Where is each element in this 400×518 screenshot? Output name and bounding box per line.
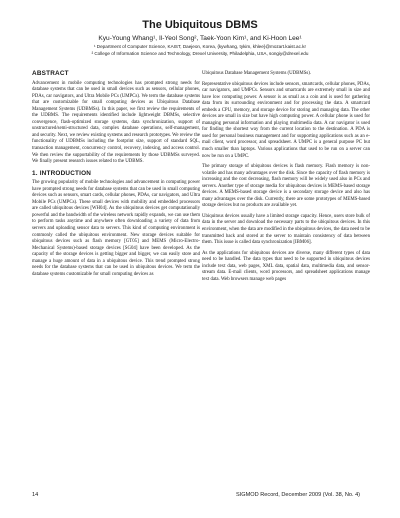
- author-list: Kyu-Young Whang¹, Il-Yeol Song², Taek-Yoon Kim¹, and Ki-Hoon Lee¹: [98, 35, 302, 42]
- affiliation-1: ¹ Department of Computer Science, KAIST, Daejeon, Korea, {kywhang, tykim, khlee}@mozart.kaist.ac.kr: [94, 44, 306, 49]
- journal-footer: SIGMOD Record, December 2009 (Vol. 38, No. 4): [236, 492, 361, 498]
- paragraph-udbms-term: Ubiquitous Database Management Systems (UDBMSs).: [202, 71, 312, 76]
- paragraph-flash-memory: The primary storage of ubiquitous devices is flash memory. Flash memory is non-volatile and has many advantages over the disk. Since the capacity of flash memory is increasing and the cost decreasing, flash memory will be widely used also in PCs and servers. Another type of storage media for ubiquitous devices is MEMS-based storage devices. A MEMS-based storage device is a secondary storage device and also has many advantages over the disk. Currently, there are some prototypes of MEMS-based storage devices but no products are available yet.: [202, 164, 370, 209]
- paper-title: The Ubiquitous DBMS: [142, 19, 258, 31]
- paragraph-ubiquitous-devices: Representative ubiquitous devices include sensors, smartcards, cellular phones, PDAs, car navigators, and UMPCs. Sensors and smartcards are extremely small in size and have low computing power. A sensor is as small as a coin and is used for gathering data from its surrounding environment and for processing the data. A smartcard embeds a CPU, memory, and storage device for storing and managing data. The other devices are small in size but have high computing power. A cellular phone is used for managing personal information and playing multimedia data. A car navigator is used for finding the shortest way from the current location to the destination. A PDA is used for personal business management and for supporting applications such as an e-mail client, word processor, and spreadsheet. A UMPC is a general purpose PC but much smaller than laptops. Various applications that used to be run on a server can now be run on a UMPC.: [202, 81, 370, 159]
- introduction-heading: 1. INTRODUCTION: [32, 169, 92, 177]
- abstract-heading: ABSTRACT: [32, 70, 69, 77]
- page-number: 14: [32, 492, 39, 498]
- left-column: [32, 71, 200, 278]
- introduction-text: The growing popularity of mobile technologies and advancement in computing power have prompted strong needs for database systems that can be used in small computing devices such as sensors, smart cards, cellular phones, PDAs, car navigators, and Ultra Mobile PCs (UMPCs). These small devices with mobility and embedded processors are called ubiquitous devices [WH04]. As the ubiquitous devices get computationally powerful and the bandwidth of the wireless network rapidly expands, we can use them to perform tasks anytime and anywhere often downloading a variety of data from servers and uploading sensor data to servers. This kind of computing environment is commonly called the ubiquitous environment. New storage devices suitable for ubiquitous devices such as flash memory [GT05] and MEMS (Micro-Electro-Mechanical Systems)-based storage devices [SG04] have been developed. As the capacity of the storage devices is getting bigger and bigger, we can easily store and manage a huge amount of data in a ubiquitous device. This trend prompted strong needs for the database systems that can be used in ubiquitous devices. We term the database systems customizable for small computing devices as: [32, 180, 200, 277]
- right-column: [202, 71, 370, 283]
- paragraph-data-synchronization: Ubiquitous devices usually have a limited storage capacity. Hence, users store bulk of data in the server and download the necessary parts to the ubiquitous devices. In this environment, when the data are modified in the ubiquitous devices, the data need to be transmitted back and stored at the server to maintain consistency of data between them. This issue is called data synchronization [IBM06].: [202, 213, 370, 246]
- affiliation-2: ² College of Information Science and Technology, Drexel University, Philadelphia, USA, songiy@drexel.edu: [91, 51, 309, 56]
- paragraph-data-types: As the applications for ubiquitous devices are diverse, many different types of data need to be handled. The data types that need to be supported in ubiquitous devices include text data, web pages, XML data, spatial data, multimedia data, and sensor-stream data. E-mail clients, word processors, and spreadsheet applications manage text data. Web browsers manage web pages: [202, 250, 370, 282]
- abstract-text: Advancement in mobile computing technologies has prompted strong needs for database systems that can be used in small devices such as sensors, cellular phones, PDAs, car navigators, and Ultra Mobile PCs (UMPCs). We term the database systems that are customizable for small computing devices as Ubiquitous Database Management Systems (UDBMSs). In this paper, we first review the requirements of the UDBMS. The requirements identified include lightweight DBMSs, selective convergence, flash-optimized storage systems, data synchronization, support of unstructured/semi-structured data, complex database operations, self-management, and security. Next, we review existing systems and research prototypes. We review the functionality of UDBMSs including the footprint size, support of standard SQL, transaction management, concurrency control, recovery, indexing, and access control. We then review the supportability of the requirements by those UDBMSs surveyed. We finally present research issues related to the UDBMS.: [32, 80, 201, 165]
